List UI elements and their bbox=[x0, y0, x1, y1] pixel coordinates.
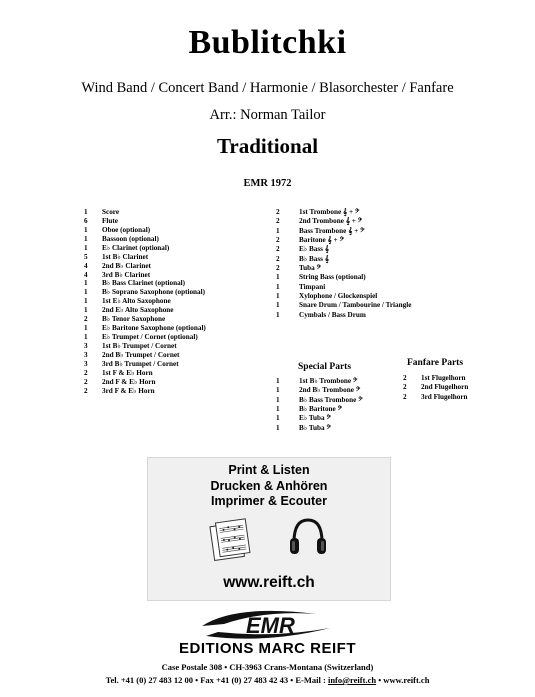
part-right-name: 2nd Trombone 𝄞 + 𝄢 bbox=[299, 217, 363, 226]
part-left-qty: 4 bbox=[84, 270, 88, 279]
special-part-qty: 1 bbox=[276, 423, 280, 432]
ensemble-subtitle: Wind Band / Concert Band / Harmonie / Blasorchester / Fanfare bbox=[81, 80, 454, 96]
fanfare-part-name: 2nd Flugelhorn bbox=[421, 383, 469, 392]
part-left-qty: 1 bbox=[84, 288, 88, 297]
composer-credit: Traditional bbox=[216, 134, 319, 158]
website-url[interactable]: www.reift.ch bbox=[223, 574, 315, 591]
print-listen-box bbox=[147, 457, 391, 601]
promo-line-3: Imprimer & Ecouter bbox=[210, 494, 327, 508]
score-title: Bublitchki bbox=[188, 24, 347, 61]
part-left-qty: 1 bbox=[84, 234, 88, 243]
part-left-qty: 2 bbox=[84, 386, 88, 395]
part-left-name: 3rd F & E♭ Horn bbox=[102, 386, 155, 395]
part-right-qty: 1 bbox=[276, 226, 280, 235]
part-right-qty: 2 bbox=[276, 235, 280, 244]
part-left-qty: 1 bbox=[84, 324, 88, 333]
part-left-name: 3rd B♭ Trumpet / Cornet bbox=[102, 359, 179, 368]
part-left-qty: 3 bbox=[84, 359, 88, 368]
arranger-credit: Arr.: Norman Tailor bbox=[209, 107, 326, 123]
part-left-name: Oboe (optional) bbox=[102, 225, 151, 234]
part-left-qty: 1 bbox=[84, 208, 88, 216]
special-part-name: 1st B♭ Trombone 𝄢 bbox=[299, 377, 358, 385]
sheet-music-icon bbox=[206, 518, 256, 562]
part-left-name: E♭ Trumpet / Cornet (optional) bbox=[102, 333, 198, 342]
emr-logo bbox=[196, 606, 340, 642]
special-part-name: E♭ Tuba 𝄢 bbox=[299, 414, 331, 423]
part-left-name: Flute bbox=[102, 216, 118, 225]
part-left-qty: 1 bbox=[84, 297, 88, 306]
part-right-name: Cymbals / Bass Drum bbox=[299, 310, 366, 319]
contact-email-link[interactable]: info@reift.ch bbox=[327, 675, 377, 685]
publisher-contact bbox=[0, 675, 535, 685]
part-left-name: Score bbox=[102, 208, 120, 216]
special-part-qty: 1 bbox=[276, 386, 280, 395]
part-right-qty: 2 bbox=[276, 245, 280, 254]
special-part-qty: 1 bbox=[276, 414, 280, 423]
special-part-name: B♭ Bass Trombone 𝄢 bbox=[299, 395, 363, 404]
part-left-name: Bassoon (optional) bbox=[102, 234, 159, 243]
part-left-name: 2nd B♭ Clarinet bbox=[102, 261, 151, 270]
special-part-qty: 1 bbox=[276, 377, 280, 385]
part-right-qty: 1 bbox=[276, 301, 280, 310]
publisher-name: EDITIONS MARC REIFT bbox=[179, 640, 356, 657]
fanfare-part-qty: 2 bbox=[403, 383, 407, 392]
catalog-number: EMR 1972 bbox=[243, 178, 292, 189]
part-right-qty: 1 bbox=[276, 273, 280, 282]
part-left-name: B♭ Tenor Saxophone bbox=[102, 315, 166, 324]
fanfare-part-name: 3rd Flugelhorn bbox=[421, 392, 468, 401]
emr-logo-text: EMR bbox=[246, 613, 295, 638]
part-right-name: Tuba 𝄢 bbox=[299, 263, 322, 272]
part-right-qty: 1 bbox=[276, 291, 280, 300]
part-left-name: 1st E♭ Alto Saxophone bbox=[102, 297, 171, 306]
part-right-name: Xylophone / Glockenspiel bbox=[299, 291, 378, 300]
part-right-name: E♭ Bass 𝄞 bbox=[299, 245, 330, 254]
part-right-name: 1st Trombone 𝄞 + 𝄢 bbox=[299, 208, 360, 216]
fanfare-part-qty: 2 bbox=[403, 392, 407, 401]
part-left-name: B♭ Bass Clarinet (optional) bbox=[102, 279, 186, 288]
part-left-name: 2nd F & E♭ Horn bbox=[102, 377, 156, 386]
special-part-name: B♭ Tuba 𝄢 bbox=[299, 423, 331, 432]
part-left-qty: 3 bbox=[84, 350, 88, 359]
part-left-qty: 4 bbox=[84, 261, 88, 270]
part-left-qty: 1 bbox=[84, 306, 88, 315]
part-left-qty: 5 bbox=[84, 252, 88, 261]
part-right-name: String Bass (optional) bbox=[299, 273, 366, 282]
contact-phone-fax: Tel. +41 (0) 27 483 12 00 • Fax +41 (0) 27 483 42 43 • E-Mail : bbox=[105, 675, 328, 685]
special-parts-heading: Special Parts bbox=[298, 362, 352, 372]
part-right-qty: 2 bbox=[276, 263, 280, 272]
part-left-name: 1st F & E♭ Horn bbox=[102, 368, 153, 377]
part-left-qty: 1 bbox=[84, 279, 88, 288]
part-left-qty: 6 bbox=[84, 216, 88, 225]
part-right-qty: 2 bbox=[276, 254, 280, 263]
special-part-name: 2nd B♭ Trombone 𝄢 bbox=[299, 386, 361, 395]
part-right-name: Snare Drum / Tambourine / Triangle bbox=[299, 301, 412, 310]
fanfare-part-qty: 2 bbox=[403, 374, 407, 382]
part-left-qty: 3 bbox=[84, 341, 88, 350]
part-left-qty: 1 bbox=[84, 225, 88, 234]
contact-website: • www.reift.ch bbox=[376, 675, 430, 685]
part-left-name: 2nd E♭ Alto Saxophone bbox=[102, 306, 174, 315]
part-right-qty: 1 bbox=[276, 310, 280, 319]
part-left-name: 1st B♭ Trumpet / Cornet bbox=[102, 341, 177, 350]
part-left-qty: 1 bbox=[84, 243, 88, 252]
part-right-name: Bass Trombone 𝄞 + 𝄢 bbox=[299, 226, 365, 235]
promo-line-1: Print & Listen bbox=[228, 463, 310, 477]
part-left-name: B♭ Soprano Saxophone (optional) bbox=[102, 288, 206, 297]
publisher-address: Case Postale 308 • CH-3963 Crans-Montana (Switzerland) bbox=[161, 662, 374, 672]
part-left-name: 3rd B♭ Clarinet bbox=[102, 270, 151, 279]
part-left-name: E♭ Baritone Saxophone (optional) bbox=[102, 324, 206, 333]
special-part-name: B♭ Baritone 𝄢 bbox=[299, 404, 343, 413]
part-left-qty: 2 bbox=[84, 377, 88, 386]
part-right-qty: 1 bbox=[276, 282, 280, 291]
part-right-qty: 2 bbox=[276, 217, 280, 226]
part-right-name: Timpani bbox=[299, 282, 326, 291]
fanfare-part-name: 1st Flugelhorn bbox=[421, 374, 466, 382]
promo-line-2: Drucken & Anhören bbox=[210, 478, 328, 493]
part-left-name: 2nd B♭ Trumpet / Cornet bbox=[102, 350, 180, 359]
headphones-icon bbox=[288, 514, 328, 560]
part-right-name: B♭ Bass 𝄞 bbox=[299, 254, 330, 263]
part-left-qty: 2 bbox=[84, 368, 88, 377]
part-right-qty: 2 bbox=[276, 208, 280, 216]
fanfare-parts-heading: Fanfare Parts bbox=[407, 358, 464, 368]
part-right-name: Baritone 𝄞 + 𝄢 bbox=[299, 235, 345, 244]
part-left-qty: 1 bbox=[84, 333, 88, 342]
print-listen-text bbox=[148, 463, 390, 510]
part-left-qty: 2 bbox=[84, 315, 88, 324]
special-part-qty: 1 bbox=[276, 395, 280, 404]
special-part-qty: 1 bbox=[276, 404, 280, 413]
part-left-name: 1st B♭ Clarinet bbox=[102, 252, 149, 261]
part-left-name: E♭ Clarinet (optional) bbox=[102, 243, 170, 252]
